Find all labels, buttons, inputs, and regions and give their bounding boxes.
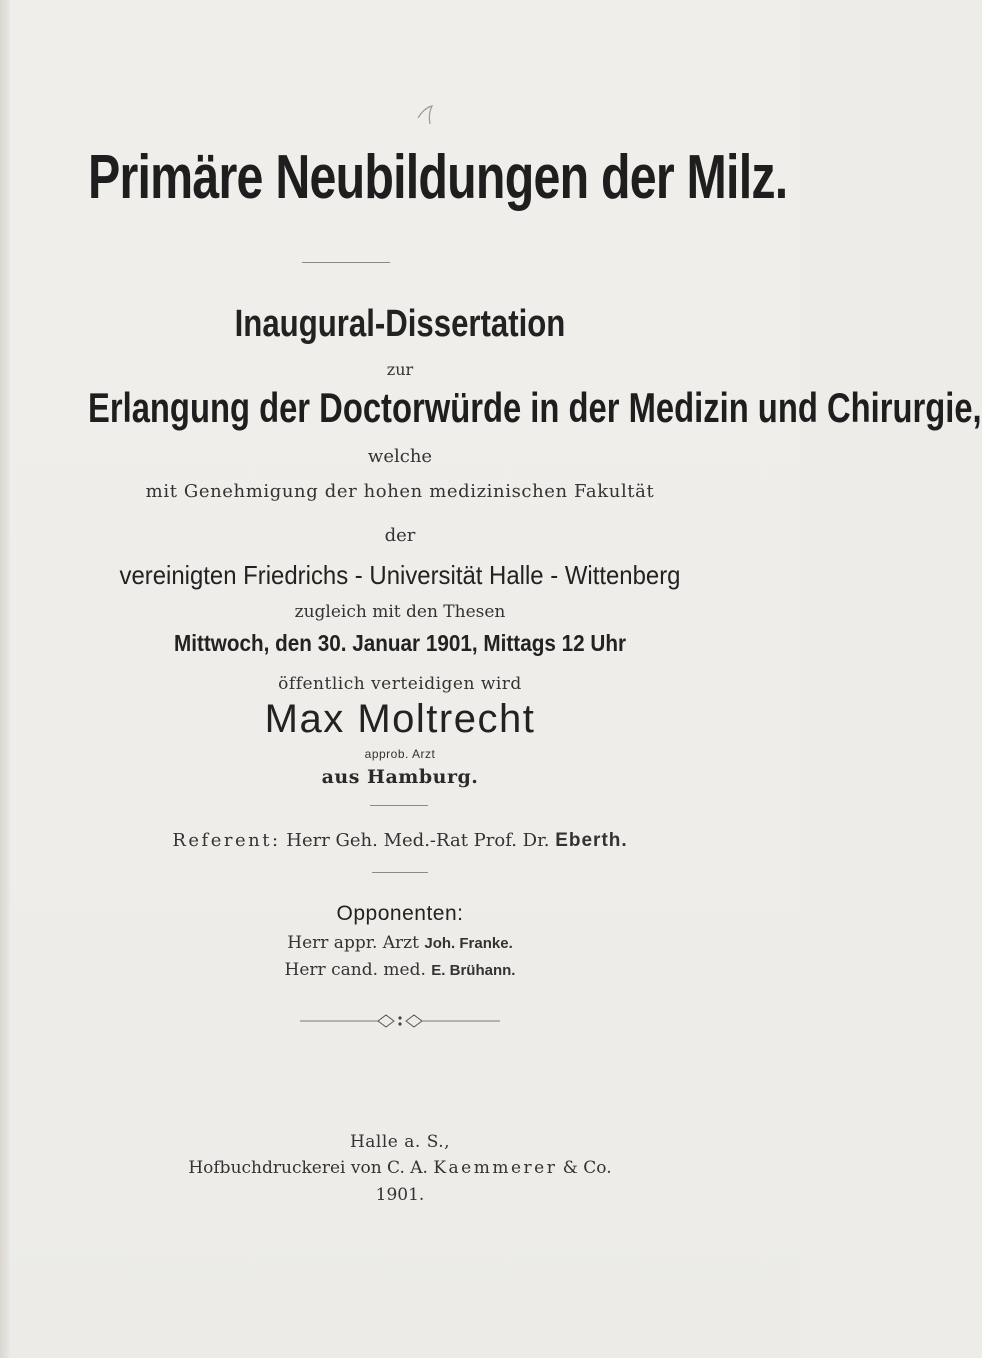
imprint-place: Halle a. S., bbox=[349, 1132, 451, 1152]
author-divider bbox=[370, 805, 428, 806]
theses-line: zugleich mit den Thesen bbox=[294, 602, 506, 622]
university-line: vereinigten Friedrichs - Universität Halle - Wittenberg bbox=[119, 560, 681, 590]
referent-divider bbox=[372, 872, 428, 873]
printer-suffix: & Co. bbox=[562, 1158, 612, 1178]
imprint-year: 1901. bbox=[375, 1185, 425, 1205]
zur-text: zur bbox=[386, 360, 414, 379]
author-origin: aus Hamburg. bbox=[321, 766, 479, 788]
dissertation-heading: Inaugural-Dissertation bbox=[234, 303, 566, 345]
printer-prefix: Hofbuchdruckerei von C. A. bbox=[188, 1158, 428, 1178]
referent-line bbox=[0, 830, 800, 852]
pencil-mark-icon bbox=[412, 100, 442, 130]
title-divider bbox=[302, 262, 390, 263]
opponent-title: Herr cand. med. bbox=[284, 960, 426, 980]
ornament-divider-icon bbox=[300, 1010, 500, 1032]
opponent-item bbox=[0, 933, 800, 953]
opponent-item bbox=[0, 960, 800, 980]
welche-text: welche bbox=[367, 446, 433, 467]
defense-line: öffentlich verteidigen wird bbox=[278, 674, 522, 694]
referent-title: Herr Geh. Med.-Rat Prof. Dr. bbox=[286, 830, 550, 851]
imprint-printer bbox=[0, 1158, 800, 1178]
referent-name: Eberth. bbox=[555, 830, 628, 851]
degree-line: Erlangung der Doctorwürde in der Medizin und Chirurgie, bbox=[88, 384, 982, 431]
author-name: Max Moltrecht bbox=[264, 697, 536, 741]
opponent-title: Herr appr. Arzt bbox=[287, 933, 419, 953]
opponent-name: E. Brühann. bbox=[431, 962, 516, 979]
opponent-name: Joh. Franke. bbox=[424, 935, 513, 952]
referent-label: Referent: bbox=[172, 830, 281, 851]
faculty-line: mit Genehmigung der hohen medizinischen Fakultät bbox=[145, 481, 655, 502]
der-text: der bbox=[384, 525, 416, 546]
defense-date: Mittwoch, den 30. Januar 1901, Mittags 12 Uhr bbox=[173, 630, 627, 656]
printer-name: Kaemmerer bbox=[433, 1158, 558, 1178]
author-title: approb. Arzt bbox=[364, 747, 436, 761]
document-title: Primäre Neubildungen der Milz. bbox=[88, 143, 788, 212]
opponents-heading: Opponenten: bbox=[336, 902, 464, 925]
